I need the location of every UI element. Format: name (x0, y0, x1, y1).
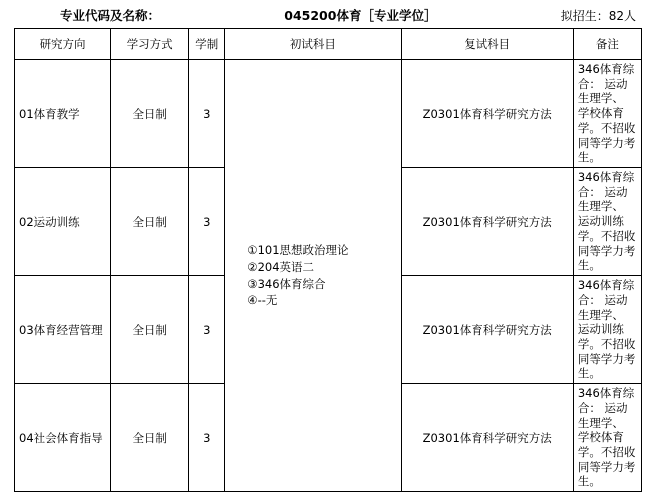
cell-duration: 3 (189, 276, 225, 384)
column-header-duration: 学制 (189, 29, 225, 60)
cell-study-mode: 全日制 (111, 276, 189, 384)
first-exam-subject: ①101思想政治理论 (247, 243, 349, 258)
cell-duration: 3 (189, 384, 225, 492)
table-header-row (15, 29, 642, 60)
cell-study-mode: 全日制 (111, 60, 189, 168)
first-exam-subject: ②204英语二 (247, 259, 315, 274)
program-code-label: 专业代码及名称： (60, 8, 161, 23)
column-header-first-exam: 初试科目 (225, 29, 401, 60)
cell-first-exam-subjects (225, 60, 401, 492)
cell-remarks: 346体育综合： 运动生理学、 学校体育学。不招收同等学力考生。 (573, 384, 641, 492)
cell-direction: 04社会体育指导 (15, 384, 111, 492)
first-exam-subject: ④--无 (247, 293, 278, 308)
cell-study-mode: 全日制 (111, 168, 189, 276)
cell-second-exam: Z0301体育科学研究方法 (401, 276, 573, 384)
enrollment-count: 拟招生：82人 (560, 9, 636, 23)
cell-second-exam: Z0301体育科学研究方法 (401, 168, 573, 276)
cell-second-exam: Z0301体育科学研究方法 (401, 60, 573, 168)
cell-remarks: 346体育综合： 运动生理学、 学校体育学。不招收同等学力考生。 (573, 60, 641, 168)
cell-remarks: 346体育综合： 运动生理学、 运动训练学。不招收同等学力考生。 (573, 276, 641, 384)
cell-study-mode: 全日制 (111, 384, 189, 492)
column-header-remarks: 备注 (573, 29, 641, 60)
cell-second-exam: Z0301体育科学研究方法 (401, 384, 573, 492)
first-exam-subject: ③346体育综合 (247, 276, 326, 291)
table-row (15, 60, 642, 168)
first-exam-subject-list (229, 242, 396, 309)
program-table (14, 28, 642, 492)
cell-duration: 3 (189, 168, 225, 276)
column-header-study-mode: 学习方式 (111, 29, 189, 60)
cell-duration: 3 (189, 60, 225, 168)
program-code-name: 045200体育［专业学位］ (284, 8, 437, 23)
column-header-second-exam: 复试科目 (401, 29, 573, 60)
program-header (0, 0, 656, 28)
cell-direction: 01体育教学 (15, 60, 111, 168)
column-header-direction: 研究方向 (15, 29, 111, 60)
cell-remarks: 346体育综合： 运动生理学、 运动训练学。不招收同等学力考生。 (573, 168, 641, 276)
cell-direction: 02运动训练 (15, 168, 111, 276)
cell-direction: 03体育经营管理 (15, 276, 111, 384)
